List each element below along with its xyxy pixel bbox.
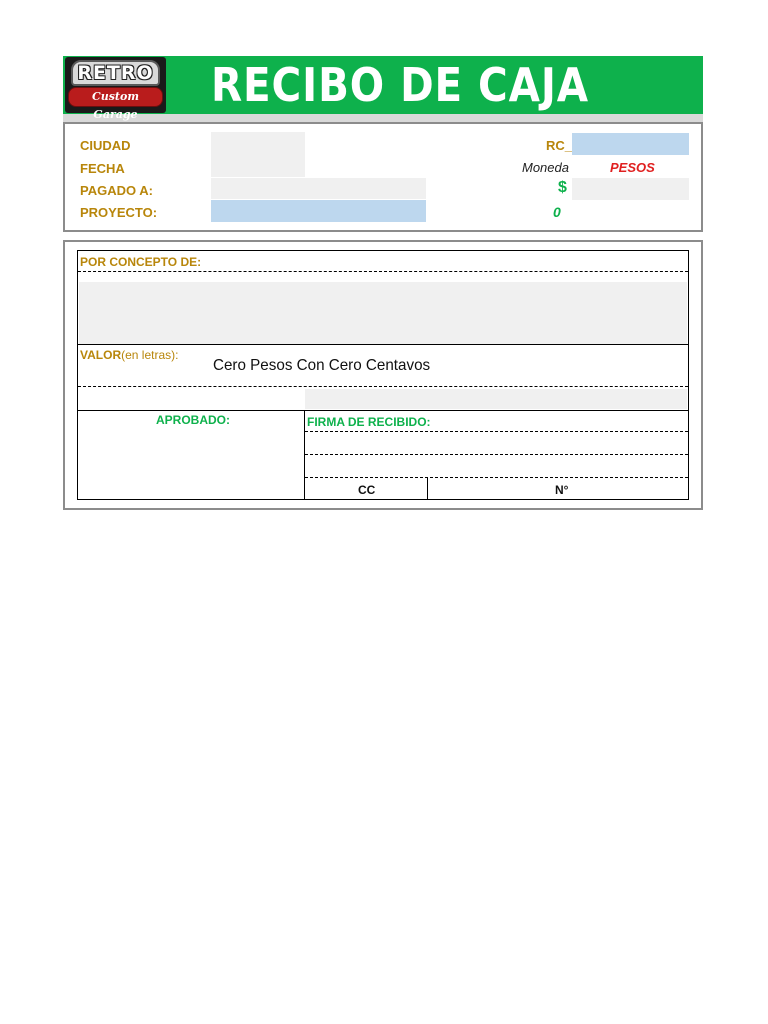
header-divider (63, 114, 703, 122)
valor-label: VALOR (80, 348, 122, 362)
aprobado-label: APROBADO: (156, 413, 230, 427)
logo-top-text: RETRO (71, 60, 160, 86)
page-title: RECIBO DE CAJA (210, 58, 590, 112)
rc-field[interactable] (572, 133, 689, 155)
valor-extra-field[interactable] (305, 389, 687, 409)
moneda-value: PESOS (610, 160, 655, 175)
valor-divider (78, 386, 688, 387)
rc-label: RC_ (546, 138, 573, 153)
pagado-field[interactable] (211, 178, 426, 199)
logo-bottom-text: Custom Garage (68, 87, 163, 107)
valor-text: Cero Pesos Con Cero Centavos (213, 357, 431, 374)
concepto-label: POR CONCEPTO DE: (80, 255, 202, 269)
fecha-label: FECHA (80, 161, 125, 176)
amount-value: 0 (553, 204, 561, 220)
valor-sub-label: (en letras): (121, 348, 179, 362)
ciudad-label: CIUDAD (80, 138, 131, 153)
firma-line-3 (305, 477, 688, 478)
cc-divider (427, 478, 428, 499)
cc-label: CC (358, 483, 376, 497)
concepto-bottom-line (78, 344, 688, 345)
signature-top-line (78, 410, 688, 411)
concepto-divider (78, 271, 688, 272)
proyecto-label: PROYECTO: (80, 205, 158, 220)
dollar-sign: $ (558, 179, 567, 196)
company-logo (65, 57, 166, 121)
firma-line-2 (305, 454, 688, 455)
firma-line-1 (305, 431, 688, 432)
amount-field[interactable] (572, 178, 689, 200)
valor-label-group (80, 348, 178, 362)
numero-label: N° (555, 483, 569, 497)
firma-label: FIRMA DE RECIBIDO: (307, 415, 431, 429)
concepto-field[interactable] (79, 282, 687, 344)
ciudad-fecha-field[interactable] (211, 132, 305, 177)
proyecto-field[interactable] (211, 200, 426, 222)
pagado-label: PAGADO A: (80, 183, 153, 198)
moneda-label: Moneda (522, 160, 569, 175)
